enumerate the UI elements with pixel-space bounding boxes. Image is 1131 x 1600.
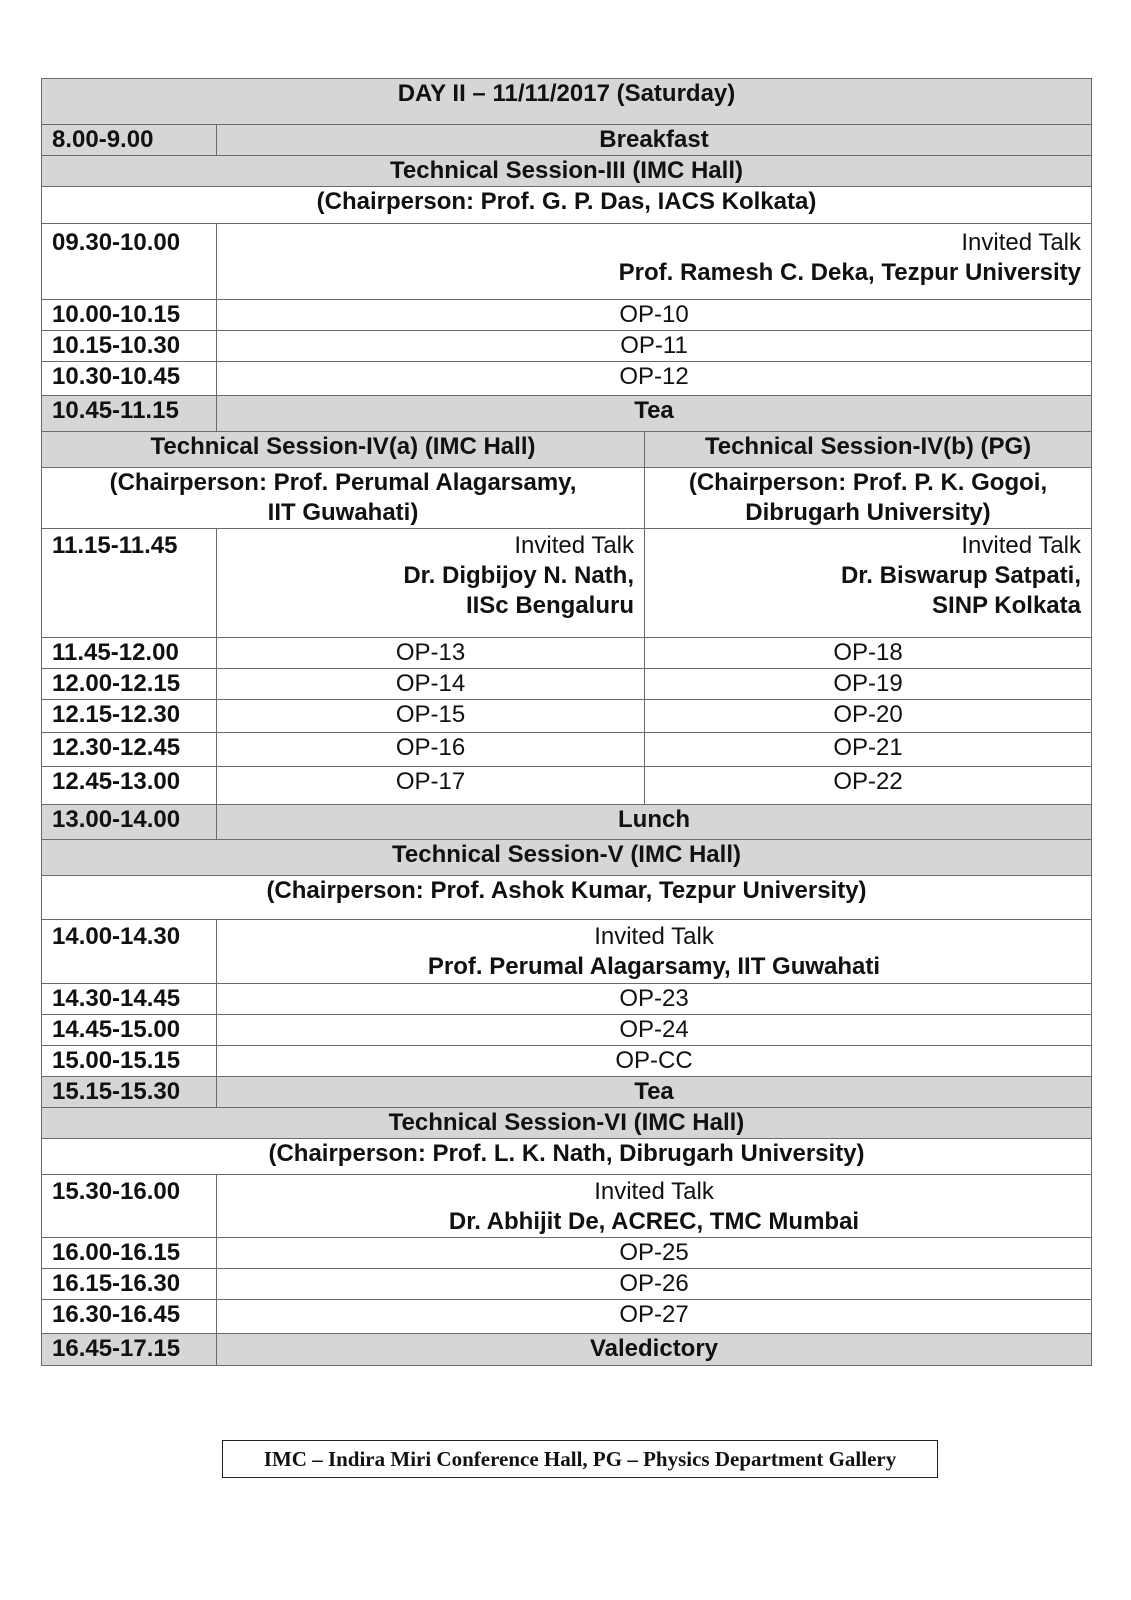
time-cell: 13.00-14.00 <box>42 805 217 840</box>
paper-cell: OP-12 <box>217 362 1092 396</box>
paper-cell: OP-17 <box>217 767 645 805</box>
schedule-table <box>41 78 1092 1366</box>
session-title-a: Technical Session-IV(a) (IMC Hall) <box>42 432 645 468</box>
time-cell: 14.00-14.30 <box>42 920 217 984</box>
venue-legend: IMC – Indira Miri Conference Hall, PG – Physics Department Gallery <box>222 1440 938 1478</box>
paper-cell: OP-CC <box>217 1046 1092 1077</box>
invited-talk-label: Invited Talk <box>961 229 1081 256</box>
time-cell: 10.45-11.15 <box>42 396 217 432</box>
invited-talk-cell <box>217 920 1092 984</box>
time-cell: 12.45-13.00 <box>42 767 217 805</box>
break-label: Breakfast <box>217 125 1092 156</box>
time-cell: 8.00-9.00 <box>42 125 217 156</box>
invited-talk-cell-b <box>645 529 1092 638</box>
time-cell: 10.00-10.15 <box>42 300 217 331</box>
session-title: Technical Session-V (IMC Hall) <box>42 840 1092 876</box>
chair-line: (Chairperson: Prof. P. K. Gogoi, <box>688 469 1048 496</box>
time-cell: 15.15-15.30 <box>42 1077 217 1108</box>
time-cell: 11.15-11.45 <box>42 529 217 638</box>
time-cell: 11.45-12.00 <box>42 638 217 669</box>
break-label: Tea <box>217 1077 1092 1108</box>
paper-cell: OP-19 <box>645 669 1092 700</box>
invited-talk-cell-a <box>217 529 645 638</box>
session-chair: (Chairperson: Prof. Ashok Kumar, Tezpur University) <box>42 876 1092 920</box>
time-cell: 10.15-10.30 <box>42 331 217 362</box>
invited-speaker: Dr. Abhijit De, ACREC, TMC Mumbai <box>448 1208 860 1235</box>
invited-talk-label: Invited Talk <box>594 923 714 950</box>
session-title: Technical Session-VI (IMC Hall) <box>42 1108 1092 1139</box>
invited-speaker: Prof. Ramesh C. Deka, Tezpur University <box>618 259 1081 286</box>
invited-talk-cell <box>217 1175 1092 1238</box>
paper-cell: OP-13 <box>217 638 645 669</box>
invited-talk-cell <box>217 224 1092 300</box>
time-cell: 10.30-10.45 <box>42 362 217 396</box>
time-cell: 16.15-16.30 <box>42 1269 217 1300</box>
time-cell: 12.15-12.30 <box>42 700 217 733</box>
invited-speaker: Dr. Digbijoy N. Nath, <box>403 562 634 589</box>
time-cell: 12.30-12.45 <box>42 733 217 767</box>
chair-line: IIT Guwahati) <box>267 499 419 526</box>
break-label: Valedictory <box>217 1334 1092 1366</box>
session-title-b: Technical Session-IV(b) (PG) <box>645 432 1092 468</box>
invited-talk-label: Invited Talk <box>961 532 1081 559</box>
paper-cell: OP-15 <box>217 700 645 733</box>
invited-talk-label: Invited Talk <box>594 1178 714 1205</box>
session-chair: (Chairperson: Prof. G. P. Das, IACS Kolkata) <box>42 187 1092 224</box>
paper-cell: OP-11 <box>217 331 1092 362</box>
invited-speaker: Prof. Perumal Alagarsamy, IIT Guwahati <box>427 953 881 980</box>
time-cell: 12.00-12.15 <box>42 669 217 700</box>
time-cell: 16.00-16.15 <box>42 1238 217 1269</box>
session-chair-b <box>645 468 1092 529</box>
paper-cell: OP-23 <box>217 984 1092 1015</box>
paper-cell: OP-25 <box>217 1238 1092 1269</box>
chair-line: Dibrugarh University) <box>745 499 991 526</box>
time-cell: 09.30-10.00 <box>42 224 217 300</box>
chair-line: (Chairperson: Prof. Perumal Alagarsamy, <box>109 469 577 496</box>
invited-affiliation: SINP Kolkata <box>932 592 1081 619</box>
paper-cell: OP-26 <box>217 1269 1092 1300</box>
paper-cell: OP-16 <box>217 733 645 767</box>
paper-cell: OP-18 <box>645 638 1092 669</box>
paper-cell: OP-10 <box>217 300 1092 331</box>
break-label: Tea <box>217 396 1092 432</box>
invited-affiliation: IISc Bengaluru <box>465 592 634 619</box>
paper-cell: OP-20 <box>645 700 1092 733</box>
break-label: Lunch <box>217 805 1092 840</box>
time-cell: 15.30-16.00 <box>42 1175 217 1238</box>
session-title: Technical Session-III (IMC Hall) <box>42 156 1092 187</box>
paper-cell: OP-14 <box>217 669 645 700</box>
day-title: DAY II – 11/11/2017 (Saturday) <box>42 79 1092 125</box>
time-cell: 16.45-17.15 <box>42 1334 217 1366</box>
time-cell: 15.00-15.15 <box>42 1046 217 1077</box>
session-chair: (Chairperson: Prof. L. K. Nath, Dibrugarh University) <box>42 1139 1092 1175</box>
paper-cell: OP-21 <box>645 733 1092 767</box>
session-chair-a <box>42 468 645 529</box>
invited-speaker: Dr. Biswarup Satpati, <box>840 562 1081 589</box>
time-cell: 16.30-16.45 <box>42 1300 217 1334</box>
paper-cell: OP-27 <box>217 1300 1092 1334</box>
paper-cell: OP-24 <box>217 1015 1092 1046</box>
invited-talk-label: Invited Talk <box>514 532 634 559</box>
time-cell: 14.45-15.00 <box>42 1015 217 1046</box>
paper-cell: OP-22 <box>645 767 1092 805</box>
time-cell: 14.30-14.45 <box>42 984 217 1015</box>
